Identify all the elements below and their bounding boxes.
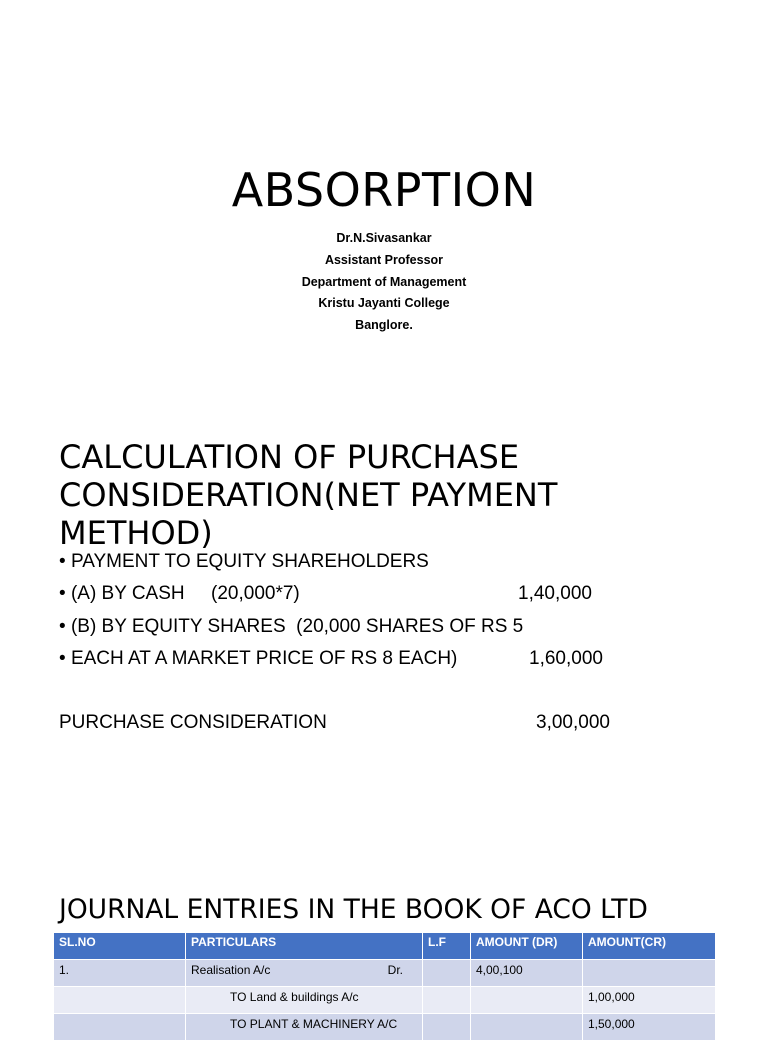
cell-lf xyxy=(423,960,471,987)
bullet-symbol: • xyxy=(59,616,66,637)
bullet-amount: 1,40,000 xyxy=(518,583,592,604)
cell-amount-dr: 4,00,100 xyxy=(471,960,583,987)
total-label: PURCHASE CONSIDERATION xyxy=(59,712,327,733)
author-name: Dr.N.Sivasankar xyxy=(336,231,432,245)
cell-lf xyxy=(423,987,471,1014)
cell-particulars: TO Land & buildings A/c xyxy=(186,987,423,1014)
column-header-slno: SL.NO xyxy=(54,933,186,960)
calculation-heading-line: CONSIDERATION(NET PAYMENT xyxy=(59,476,558,514)
cell-slno: 1. xyxy=(54,960,186,987)
table-row xyxy=(54,960,716,987)
author-position: Assistant Professor xyxy=(324,252,444,267)
particulars-text: Realisation A/c xyxy=(191,963,271,977)
author-department: Department of Management xyxy=(301,274,467,289)
column-header-particulars: PARTICULARS xyxy=(186,933,423,960)
column-header-amount-dr: AMOUNT (DR) xyxy=(471,933,583,960)
table-row xyxy=(54,1014,716,1041)
cell-amount-cr: 1,50,000 xyxy=(583,1014,716,1041)
bullet-symbol: • xyxy=(59,551,66,572)
calculation-heading xyxy=(59,438,759,552)
bullet-symbol: • xyxy=(59,648,66,669)
bullet-amount: 1,60,000 xyxy=(529,648,603,669)
journal-table xyxy=(53,932,716,1041)
cell-amount-cr: 1,00,000 xyxy=(583,987,716,1014)
cell-lf xyxy=(423,1014,471,1041)
cell-particulars xyxy=(186,960,423,987)
dr-marker: Dr. xyxy=(387,963,403,977)
cell-amount-dr xyxy=(471,1014,583,1041)
cell-amount-cr xyxy=(583,960,716,987)
bullet-symbol: • xyxy=(59,583,66,604)
slide-title: ABSORPTION xyxy=(231,163,537,217)
author-block xyxy=(0,228,768,337)
journal-title: JOURNAL ENTRIES IN THE BOOK OF ACO LTD xyxy=(59,894,648,925)
calculation-heading-line: CALCULATION OF PURCHASE xyxy=(59,438,520,476)
author-city: Banglore. xyxy=(355,318,413,333)
bullet-item xyxy=(59,647,457,671)
bullet-item xyxy=(59,582,300,606)
author-college: Kristu Jayanti College xyxy=(318,296,450,311)
cell-slno xyxy=(54,987,186,1014)
cell-slno xyxy=(54,1014,186,1041)
table-header-row xyxy=(54,933,716,960)
bullet-text: (B) BY EQUITY SHARES (20,000 SHARES OF RS 5 xyxy=(70,616,524,637)
bullet-text: (A) BY CASH (20,000*7) xyxy=(70,583,300,604)
column-header-lf: L.F xyxy=(423,933,471,960)
cell-amount-dr xyxy=(471,987,583,1014)
bullet-text: PAYMENT TO EQUITY SHAREHOLDERS xyxy=(70,551,429,572)
column-header-amount-cr: AMOUNT(CR) xyxy=(583,933,716,960)
bullet-text: EACH AT A MARKET PRICE OF RS 8 EACH) xyxy=(70,648,458,669)
bullet-item xyxy=(59,550,429,574)
calculation-heading-line: METHOD) xyxy=(59,514,213,552)
table-row xyxy=(54,987,716,1014)
cell-particulars: TO PLANT & MACHINERY A/C xyxy=(186,1014,423,1041)
total-amount: 3,00,000 xyxy=(536,712,610,733)
bullet-item xyxy=(59,615,523,639)
